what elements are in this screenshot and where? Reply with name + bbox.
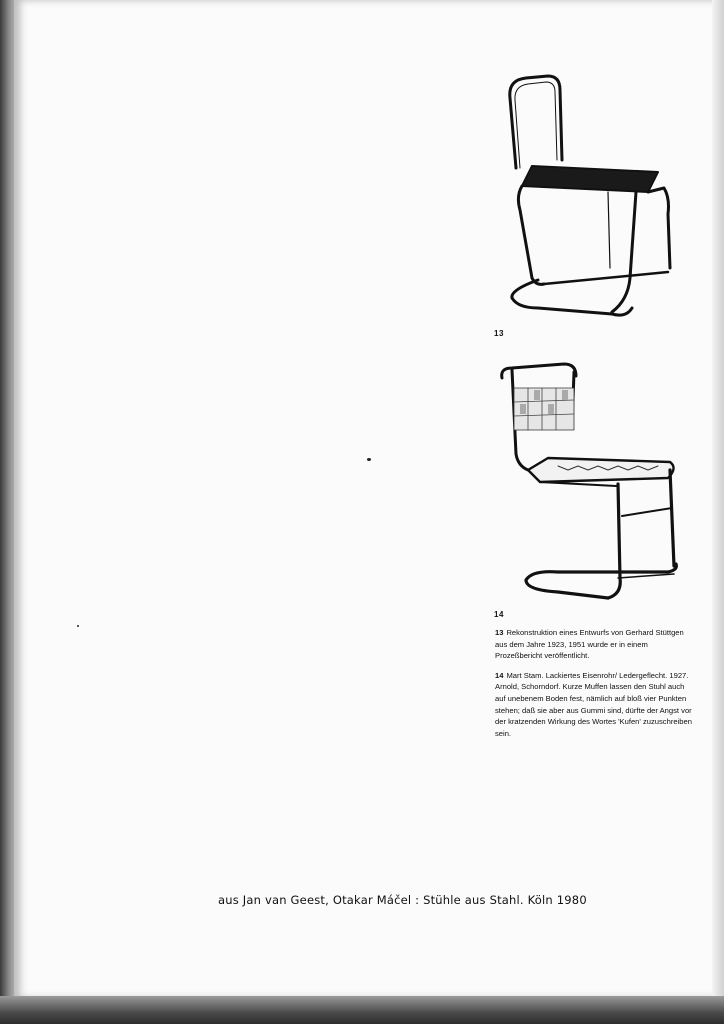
chair-14-illustration [498, 358, 682, 604]
handwritten-attribution: aus Jan van Geest, Otakar Máčel : Stühle aus Stahl. Köln 1980 [218, 893, 587, 907]
scan-speck [77, 625, 79, 627]
caption-14 [495, 670, 695, 740]
figure-13-number: 13 [494, 329, 504, 338]
caption-13-number: 13 [495, 628, 504, 637]
caption-13-text: Rekonstruktion eines Entwurfs von Gerhard Stüttgen aus dem Jahre 1923, 1951 wurde er in einem Prozeßbericht veröffentlicht. [495, 628, 684, 661]
scanner-bottom-edge [0, 996, 724, 1024]
page-right-edge [712, 0, 724, 1000]
chair-13-illustration [498, 68, 678, 326]
caption-14-number: 14 [495, 670, 504, 680]
figure-captions [495, 627, 695, 747]
scan-speck [367, 458, 371, 461]
caption-13 [495, 627, 695, 662]
figure-14-number: 14 [494, 610, 504, 619]
caption-14-text: Mart Stam. Lackiertes Eisenrohr/ Ledergeflecht. 1927. Arnold, Schorndorf. Kurze Muffen lassen den Stuhl auch auf unebenem Boden fest, nämlich auf bloß vier Punkten stehen; daß sie aber aus Gummi sind, dürfte der Angst vor der kratzenden Wirkung des Wortes 'Kufen' zuzuschreiben sein. [495, 670, 692, 738]
